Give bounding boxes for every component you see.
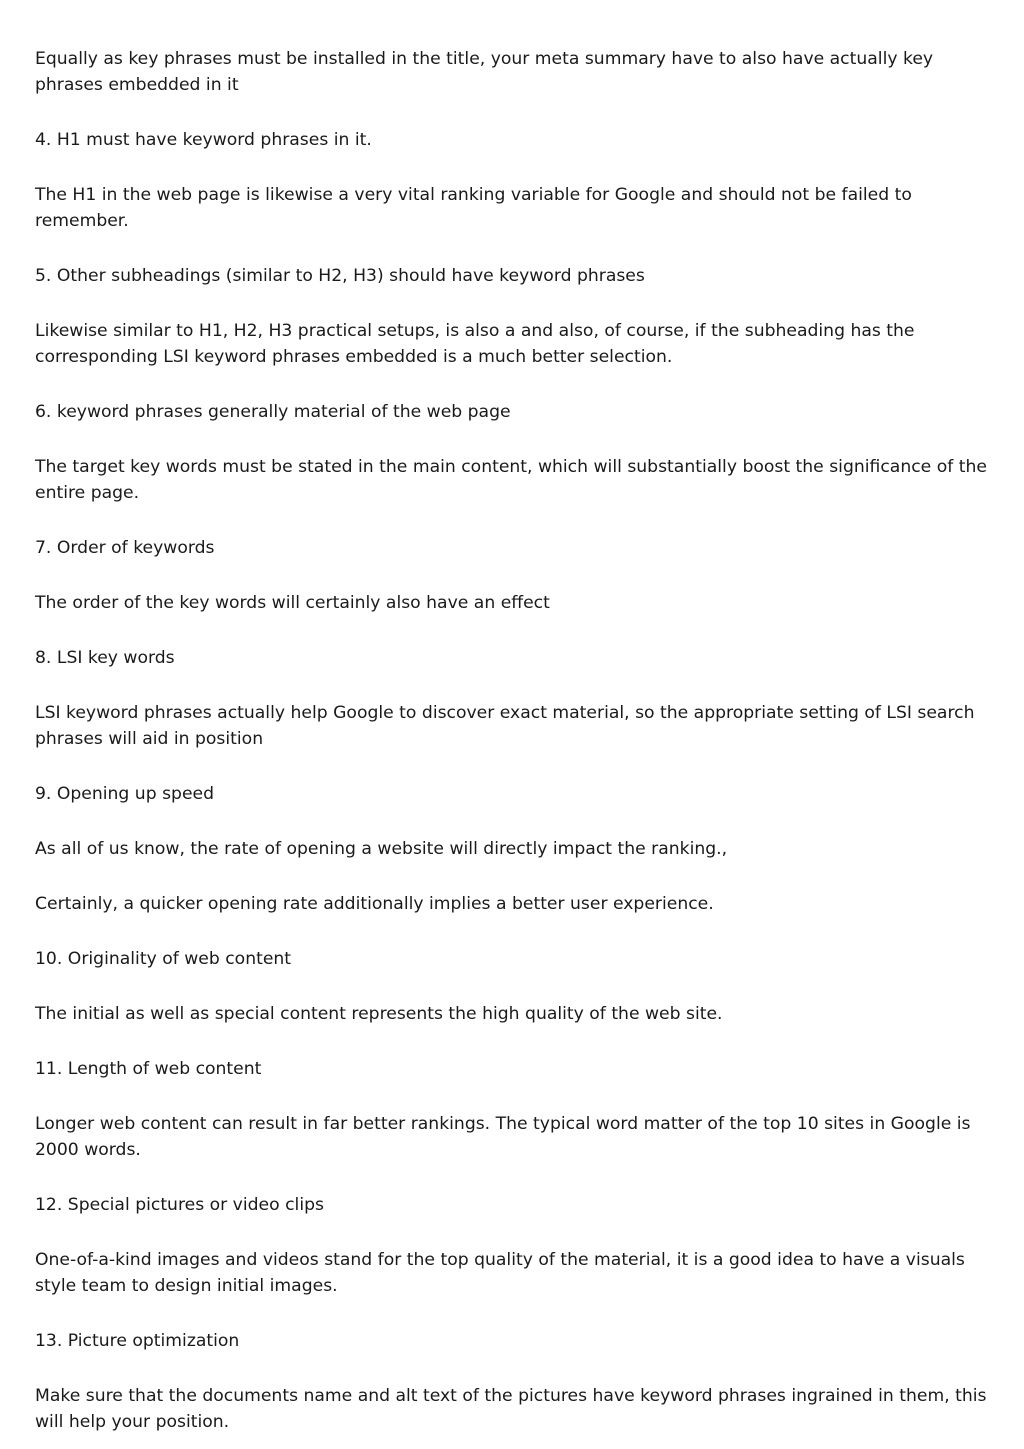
heading-picture-optimization: 13. Picture optimization <box>35 1331 240 1351</box>
heading-keyword-material: 6. keyword phrases generally material of the web page <box>35 402 511 422</box>
document-body <box>35 46 990 1435</box>
heading-originality: 10. Originality of web content <box>35 949 292 969</box>
paragraph-keyword-order: The order of the key words will certainly also have an effect <box>35 593 550 613</box>
heading-keyword-order: 7. Order of keywords <box>35 538 215 558</box>
heading-subheadings: 5. Other subheadings (similar to H2, H3) should have keyword phrases <box>35 266 645 286</box>
paragraph-content-length: Longer web content can result in far better rankings. The typical word matter of the top 10 sites in Google is 2000 words. <box>35 1114 971 1160</box>
paragraph-lsi-keywords: LSI keyword phrases actually help Google to discover exact material, so the appropriate setting of LSI search phrases will aid in position <box>35 703 975 749</box>
paragraph-h1-ranking: The H1 in the web page is likewise a very vital ranking variable for Google and should not be failed to remember. <box>35 185 912 231</box>
paragraph-originality: The initial as well as special content represents the high quality of the web site. <box>35 1004 723 1024</box>
heading-opening-speed: 9. Opening up speed <box>35 784 215 804</box>
paragraph-picture-optimization: Make sure that the documents name and alt text of the pictures have keyword phrases ingrained in them, this will help your position. <box>35 1386 987 1432</box>
paragraph-special-media: One-of-a-kind images and videos stand for the top quality of the material, it is a good idea to have a visuals style team to design initial images. <box>35 1250 965 1296</box>
paragraph-subheadings: Likewise similar to H1, H2, H3 practical setups, is also a and also, of course, if the subheading has the corresponding LSI keyword phrases embedded is a much better selection. <box>35 321 915 367</box>
heading-lsi-keywords: 8. LSI key words <box>35 648 175 668</box>
heading-content-length: 11. Length of web content <box>35 1059 262 1079</box>
paragraph-meta-summary: Equally as key phrases must be installed in the title, your meta summary have to also have actually key phrases embedded in it <box>35 49 934 95</box>
heading-h1-keywords: 4. H1 must have keyword phrases in it. <box>35 130 372 150</box>
paragraph-opening-speed: As all of us know, the rate of opening a website will directly impact the ranking., <box>35 839 728 859</box>
heading-special-media: 12. Special pictures or video clips <box>35 1195 324 1215</box>
paragraph-user-experience: Certainly, a quicker opening rate additionally implies a better user experience. <box>35 894 714 914</box>
paragraph-keyword-material: The target key words must be stated in the main content, which will substantially boost the significance of the entire page. <box>35 457 987 503</box>
